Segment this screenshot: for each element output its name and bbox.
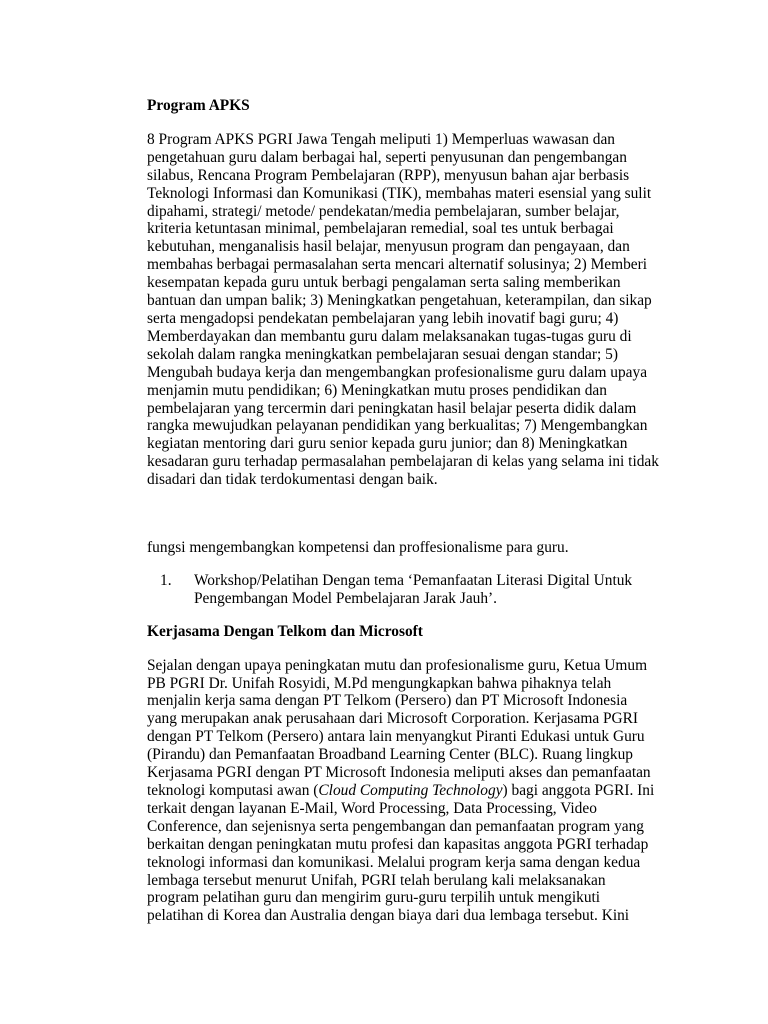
paragraph-kerjasama-part1: Sejalan dengan upaya peningkatan mutu dan profesionalisme guru, Ketua Umum PB PGRI Dr. Unifah Rosyidi, M.Pd mengungkapkan bahwa pihaknya telah menjalin kerja sama dengan PT Telkom (Persero) dan PT Microsoft Indonesia yang merupakan anak perusahaan dari Microsoft Corporation. Kerjasama PGRI dengan PT Telkom (Persero) antara lain menyangkut Piranti Edukasi untuk Guru (Pirandu) dan Pemanfaatan Broadband Learning Center (BLC). Ruang lingkup Kerjasama PGRI dengan PT Microsoft Indonesia meliputi akses dan pemanfaatan teknologi komputasi awan (	[147, 656, 651, 799]
numbered-list	[147, 572, 659, 608]
section-heading-kerjasama: Kerjasama Dengan Telkom dan Microsoft	[147, 622, 423, 640]
spacer	[147, 557, 659, 572]
paragraph-program-apks: 8 Program APKS PGRI Jawa Tengah meliputi 1) Memperluas wawasan dan pengetahuan guru dalam berbagai hal, seperti penyusunan dan pengembangan silabus, Rencana Program Pembelajaran (RPP), menyusun bahan ajar berbasis Teknologi Informasi dan Komunikasi (TIK), membahas materi esensial yang sulit dipahami, strategi/ metode/ pendekatan/media pembelajaran, sumber belajar, kriteria ketuntasan minimal, pembelajaran remedial, soal tes untuk berbagai kebutuhan, menganalisis hasil belajar, menyusun program dan pengayaan, dan membahas berbagai permasalahan serta mencari alternatif solusinya; 2) Memberi kesempatan kepada guru untuk berbagi pengalaman serta saling memberikan bantuan dan umpan balik; 3) Meningkatkan pengetahuan, keterampilan, dan sikap serta mengadopsi pendekatan pembelajaran yang lebih inovatif bagi guru; 4) Memberdayakan dan membantu guru dalam melaksanakan tugas-tugas guru di sekolah dalam rangka meningkatkan pembelajaran sesuai dengan standar; 5) Mengubah budaya kerja dan mengembangkan profesionalisme guru dalam upaya menjamin mutu pendidikan; 6) Meningkatkan mutu proses pendidikan dan pembelajaran yang tercermin dari peningkatan hasil belajar peserta didik dalam rangka mewujudkan pelayanan pendidikan yang berkualitas; 7) Mengembangkan kegiatan mentoring dari guru senior kepada guru junior; dan 8) Meningkatkan kesadaran guru terhadap permasalahan pembelajaran di kelas yang selama ini tidak disadari dan tidak terdokumentasi dengan baik.	[147, 130, 659, 489]
document-page	[147, 97, 659, 925]
list-item	[147, 572, 659, 608]
spacer	[147, 115, 659, 131]
paragraph-fungsi: fungsi mengembangkan kompetensi dan proffesionalisme para guru.	[147, 539, 569, 557]
section-heading-program-apks: Program APKS	[147, 97, 250, 114]
paragraph-kerjasama-italic: Cloud Computing Technology	[318, 782, 503, 799]
list-item-text: Workshop/Pelatihan Dengan tema ‘Pemanfaatan Literasi Digital Untuk Pengembangan Model Pembelajaran Jarak Jauh’.	[194, 571, 633, 607]
spacer	[147, 608, 659, 623]
paragraph-kerjasama-part2: ) bagi anggota PGRI. Ini terkait dengan layanan E-Mail, Word Processing, Data Processing, Video Conference, dan sejenisnya serta pengembangan dan pemanfaatan program yang berkaitan dengan peningkatan mutu profesi dan kapasitas anggota PGRI terhadap teknologi informasi dan komunikasi. Melalui program kerja sama dengan kedua lembaga tersebut menurut Unifah, PGRI telah berulang kali melaksanakan program pelatihan guru dan mengirim guru-guru terpilih untuk mengikuti pelatihan di Korea dan Australia dengan biaya dari dua lembaga tersebut. Kini	[147, 782, 655, 925]
list-item-number: 1.	[160, 571, 172, 589]
spacer	[147, 489, 659, 539]
spacer	[147, 641, 659, 657]
paragraph-kerjasama	[147, 657, 659, 926]
